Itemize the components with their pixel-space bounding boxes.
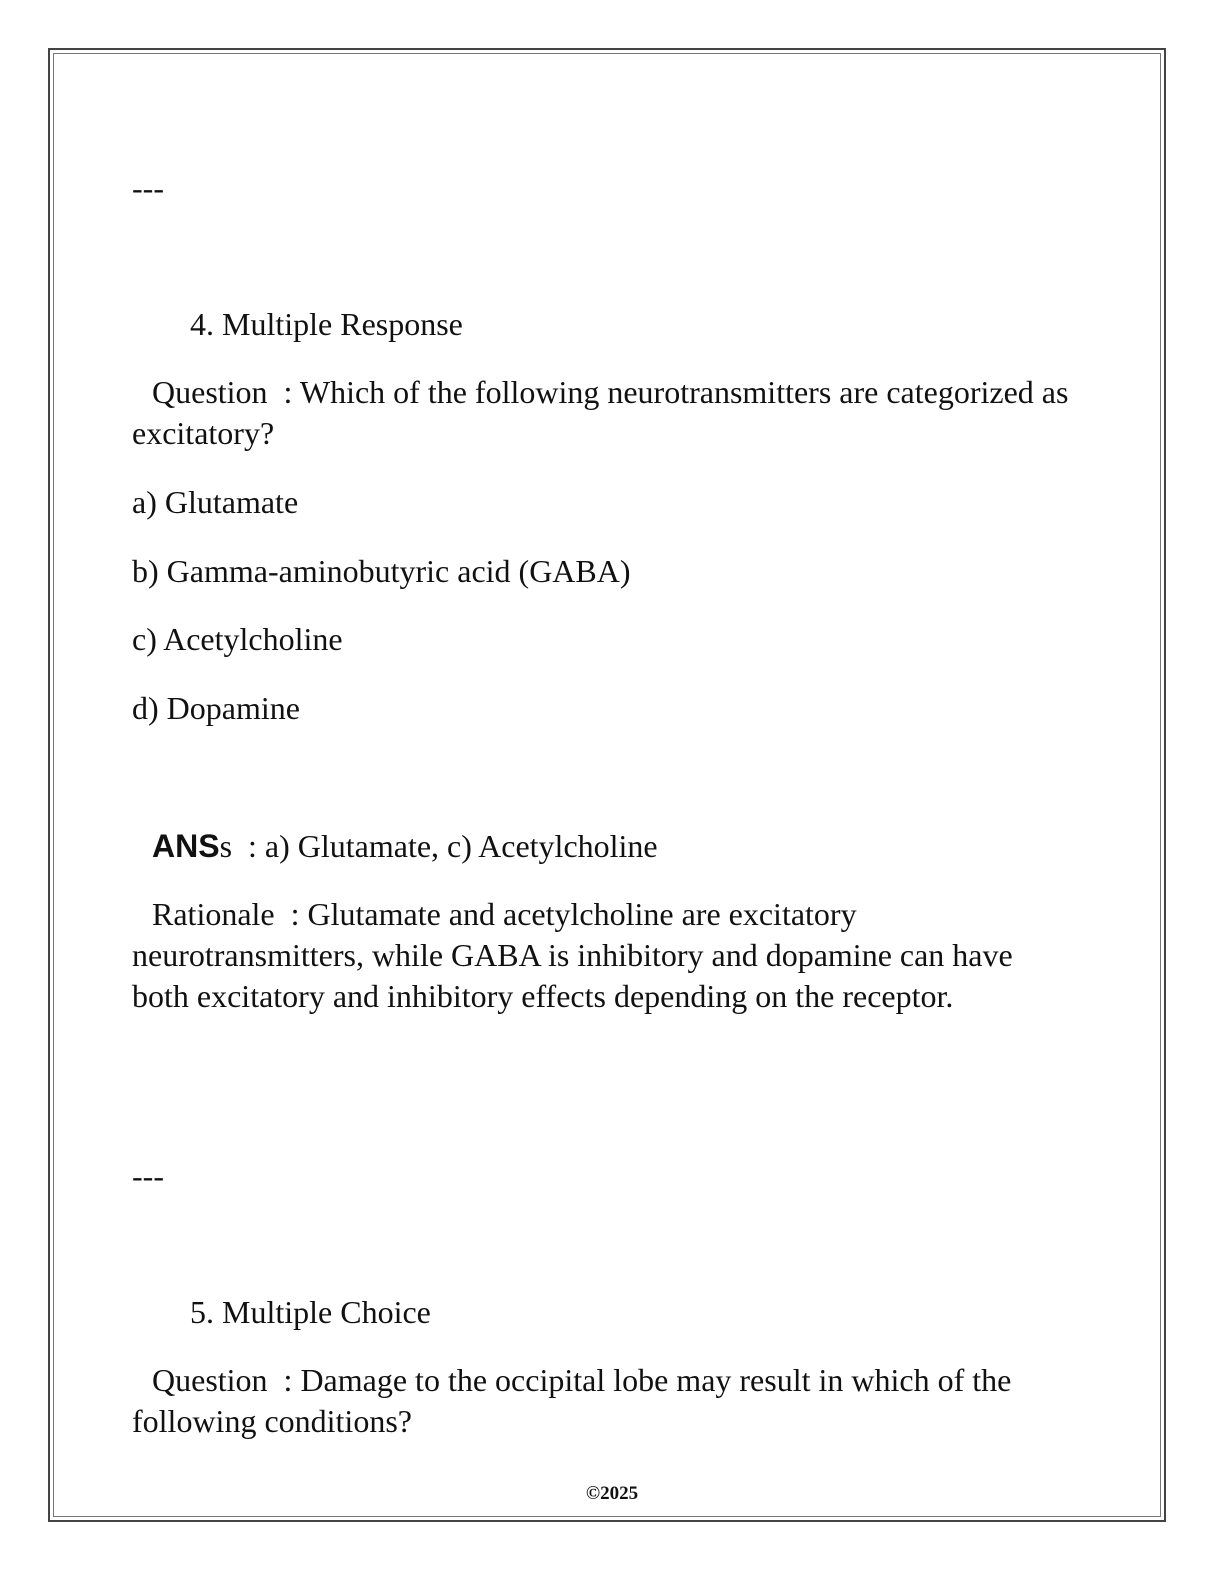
separator-bottom: --- [132,1158,164,1194]
q5-question-label: Question [152,1362,268,1398]
q4-question-text: : Which of the following neurotransmitters are categorized as excitatory? [132,374,1069,451]
q4-option-c: c) Acetylcholine [132,621,343,657]
q4-question [132,372,1072,454]
q4-rationale [132,894,1062,1017]
q4-rationale-label: Rationale [152,896,275,932]
q4-question-label: Question [152,374,268,410]
q4-answer-suffix: s [219,828,233,864]
q4-answer-label: ANS [152,828,220,864]
q4-option-a: a) Glutamate [132,484,299,520]
q4-heading: 4. Multiple Response [190,306,463,342]
q5-question-text: : Damage to the occipital lobe may result in which of the following conditions? [132,1362,1012,1439]
page-footer-copyright: ©2025 [585,1483,639,1504]
q4-answer-text: : a) Glutamate, c) Acetylcholine [248,828,658,864]
q5-heading: 5. Multiple Choice [190,1294,431,1330]
separator-top: --- [132,170,164,206]
q5-question [132,1360,1077,1442]
q4-answer [152,826,658,867]
q4-option-d: d) Dopamine [132,690,300,726]
q4-option-b: b) Gamma-aminobutyric acid (GABA) [132,553,631,589]
q4-rationale-text: : Glutamate and acetylcholine are excitatory neurotransmitters, while GABA is inhibitory and dopamine can have both excitatory and inhibitory effects depending on the receptor. [132,896,1013,1014]
